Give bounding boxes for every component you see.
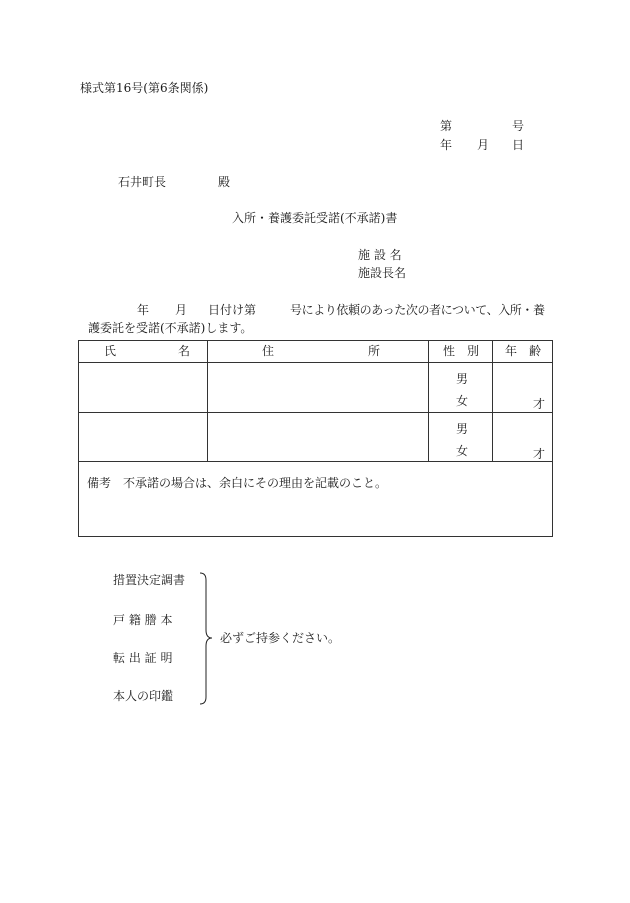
header-name-char-1: 氏 <box>104 344 117 358</box>
date-year: 年 <box>440 138 453 152</box>
right-brace-icon <box>198 572 214 706</box>
facility-director-label: 施設長名 <box>358 266 407 280</box>
age-cell <box>493 363 553 413</box>
body-month: 月 <box>175 303 188 317</box>
name-cell <box>79 413 208 462</box>
bring-instruction: 必ずご持参ください。 <box>220 631 341 645</box>
sex-option-male: 男 <box>456 422 469 436</box>
table-header-row <box>79 341 553 363</box>
required-item: 本人の印鑑 <box>113 689 174 703</box>
document-title: 入所・養護委託受諾(不承諾)書 <box>232 211 398 225</box>
header-age-cell <box>493 341 553 363</box>
addressee-name: 石井町長 <box>118 175 167 189</box>
header-sex-char-1: 性 <box>443 344 456 358</box>
header-sex-char-2: 別 <box>466 344 479 358</box>
required-item: 措置決定調書 <box>113 573 186 587</box>
remarks-text: 不承諾の場合は、余白にその理由を記載のこと。 <box>123 476 388 490</box>
sex-cell <box>429 413 493 462</box>
sex-option-female: 女 <box>456 444 469 458</box>
remarks-row <box>79 462 553 537</box>
remarks-cell <box>79 462 553 537</box>
address-cell <box>208 413 429 462</box>
required-item: 戸 籍 謄 本 <box>113 613 173 627</box>
addressee-honorific: 殿 <box>218 175 231 189</box>
form-number: 様式第16号(第6条関係) <box>80 81 209 95</box>
header-age-char-1: 年 <box>505 344 518 358</box>
address-cell <box>208 363 429 413</box>
date-day: 日 <box>512 138 525 152</box>
facility-name-label: 施 設 名 <box>358 248 402 262</box>
header-address-cell <box>208 341 429 363</box>
name-cell <box>79 363 208 413</box>
body-line1-rest: 号により依頼のあった次の者について、入所・養 <box>290 303 545 317</box>
header-name-cell <box>79 341 208 363</box>
document-number-prefix: 第 <box>440 119 453 133</box>
sex-option-male: 男 <box>456 372 469 386</box>
table-row <box>79 363 553 413</box>
header-address-char-1: 住 <box>262 344 275 358</box>
age-cell <box>493 413 553 462</box>
table-row <box>79 413 553 462</box>
required-item: 転 出 証 明 <box>113 651 173 665</box>
header-address-char-2: 所 <box>367 344 380 358</box>
body-line2: 護委託を受諾(不承諾)します。 <box>88 321 253 335</box>
sex-option-female: 女 <box>456 394 469 408</box>
date-month: 月 <box>477 138 490 152</box>
sex-cell <box>429 363 493 413</box>
body-year: 年 <box>137 303 150 317</box>
header-sex-cell <box>429 341 493 363</box>
age-unit: 才 <box>533 397 546 411</box>
header-age-char-2: 齢 <box>528 344 541 358</box>
body-day-ref: 日付け第 <box>208 303 257 317</box>
header-name-char-2: 名 <box>177 344 190 358</box>
applicant-table <box>78 340 553 537</box>
document-number-suffix: 号 <box>512 119 525 133</box>
age-unit: 才 <box>533 447 546 461</box>
remarks-label: 備考 <box>87 476 112 490</box>
